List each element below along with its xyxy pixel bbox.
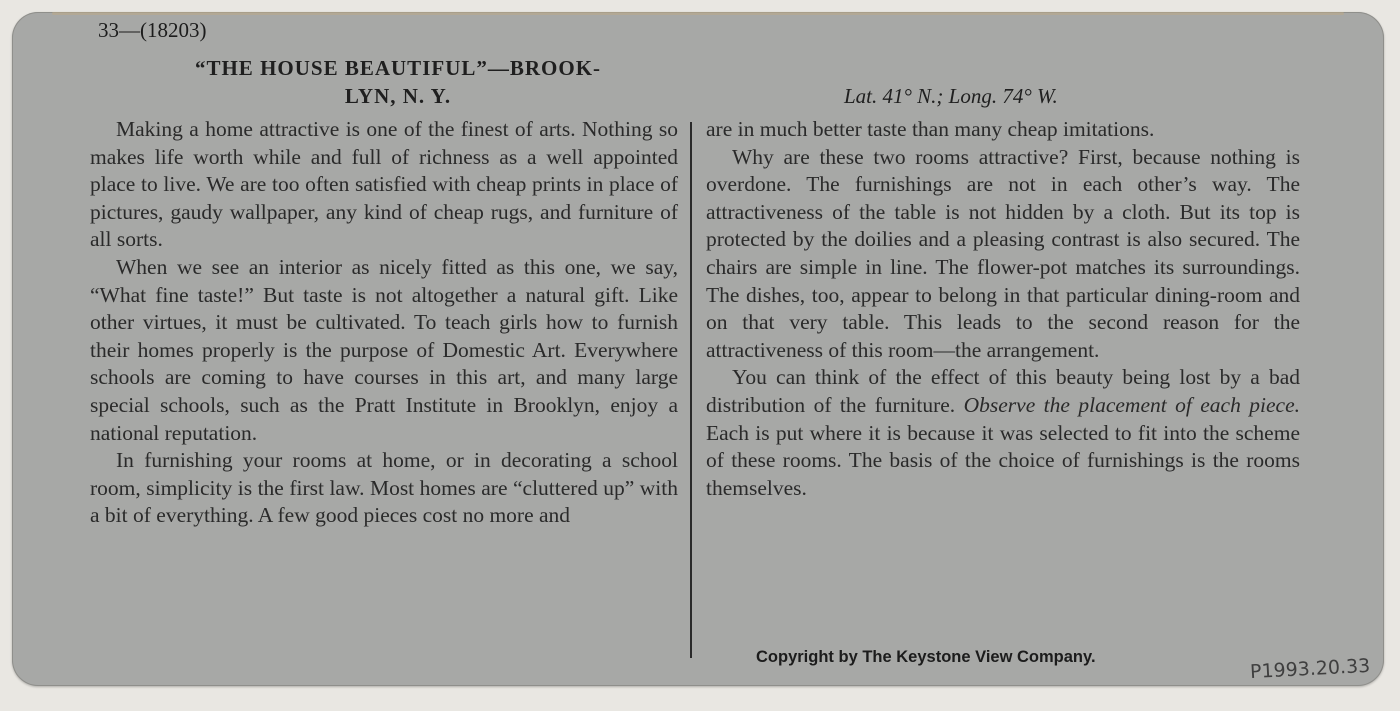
title-line-1: “THE HOUSE BEAUTIFUL”—BROOK- <box>194 56 602 80</box>
right-column <box>706 116 1300 502</box>
copyright-notice: Copyright by The Keystone View Company. <box>756 648 1096 666</box>
paragraph: In furnishing your rooms at home, or in decorating a school room, simplicity is the first law. Most homes are “cluttered up” with a bit of everything. A few good pieces cost no more and <box>90 448 678 528</box>
column-divider <box>690 122 692 658</box>
paragraph: Making a home attractive is one of the finest of arts. Nothing so makes life worth while and full of richness as a well appointed place to live. We are too often satisfied with cheap prints in place of pictures, gaudy wallpaper, any kind of cheap rugs, and furniture of all sorts. <box>90 117 678 252</box>
paragraph: Why are these two rooms attractive? First, because nothing is overdone. The furnishings are not in each other’s way. The attractiveness of the table is not hidden by a cloth. But its top is protected by the doilies and a pleasing contrast is also secured. The chairs are simple in line. The flower-pot matches its surroundings. The dishes, too, appear to belong in that particular dining-room and on that very table. This leads to the second reason for the attractiveness of this room—the arrangement. <box>706 144 1300 362</box>
paragraph-text: You can think of the effect of this beauty being lost by a bad distribution of the furniture. <box>706 365 1300 417</box>
italic-text: Observe the placement of each piece. <box>963 392 1301 417</box>
paragraph: When we see an interior as nicely fitted as this one, we say, “What fine taste!” But taste is not altogether a natural gift. Like other virtues, it must be cultivated. To teach girls how to furnish their homes properly is the purpose of Domestic Art. Everywhere schools are coming to have courses in this art, and many large special schools, such as the Pratt Institute in Brooklyn, enjoy a national reputation. <box>90 254 678 445</box>
title-line-2: LYN, N. Y. <box>344 84 452 108</box>
card-edge <box>52 12 1344 15</box>
paragraph <box>706 364 1300 502</box>
paragraph-continuation: are in much better taste than many cheap imitations. <box>706 117 1155 141</box>
lat-long: Lat. 41° N.; Long. 74° W. <box>844 84 1058 108</box>
accession-number: P1993.20.33 <box>1249 654 1371 684</box>
card-title <box>92 54 704 110</box>
left-column <box>90 116 678 530</box>
paragraph-text: Each is put where it is because it was selected to fit into the scheme of these rooms. The basis of the choice of furnishings is the rooms themselves. <box>706 420 1300 500</box>
card-number: 33—(18203) <box>98 18 207 42</box>
